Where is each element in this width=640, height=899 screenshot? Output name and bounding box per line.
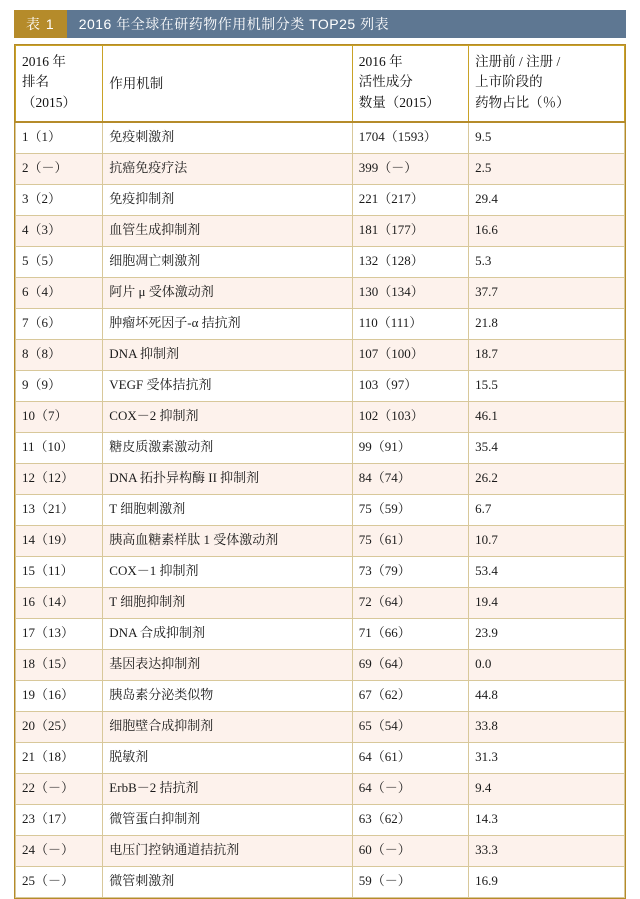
table-body [16, 122, 625, 898]
table-cell-mechanism: T 细胞抑制剂 [103, 587, 352, 618]
table-cell-rank: 9（9） [16, 370, 103, 401]
table-cell-mechanism: 胰岛素分泌类似物 [103, 680, 352, 711]
table-row [16, 153, 625, 184]
top25-table [15, 45, 625, 898]
table-cell-mechanism: ErbB－2 拮抗剂 [103, 773, 352, 804]
table-cell-rank: 18（15） [16, 649, 103, 680]
table-cell-rank: 24（－） [16, 835, 103, 866]
column-header-count-line2: 活性成分 [358, 74, 413, 90]
table-cell-percent: 26.2 [469, 463, 625, 494]
table-cell-rank: 1（1） [16, 122, 103, 154]
column-header-rank-line2: 排名 [22, 74, 49, 90]
table-cell-mechanism: 肿瘤坏死因子-α 拮抗剂 [103, 308, 352, 339]
table-cell-count: 63（62） [352, 804, 468, 835]
table-cell-count: 102（103） [352, 401, 468, 432]
table-cell-count: 181（177） [352, 215, 468, 246]
table-row [16, 215, 625, 246]
table-cell-mechanism: 脱敏剂 [103, 742, 352, 773]
table-cell-count: 67（62） [352, 680, 468, 711]
column-header-count-line3: 数量（2015） [358, 94, 440, 110]
column-header-percent-line1: 注册前 / 注册 / [475, 54, 561, 69]
table-cell-rank: 22（－） [16, 773, 103, 804]
table-cell-count: 1704（1593） [352, 122, 468, 154]
table-cell-count: 132（128） [352, 246, 468, 277]
column-header-percent-line3: 药物占比（％） [475, 94, 570, 110]
table-cell-percent: 46.1 [469, 401, 625, 432]
table-cell-count: 64（－） [352, 773, 468, 804]
table-cell-mechanism: 细胞凋亡刺激剂 [103, 246, 352, 277]
table-row [16, 742, 625, 773]
table-cell-mechanism: DNA 拓扑异构酶 II 抑制剂 [103, 463, 352, 494]
table-cell-mechanism: DNA 合成抑制剂 [103, 618, 352, 649]
table-cell-mechanism: COX－2 抑制剂 [103, 401, 352, 432]
table-cell-percent: 2.5 [469, 153, 625, 184]
table-cell-rank: 8（8） [16, 339, 103, 370]
table-cell-percent: 0.0 [469, 649, 625, 680]
table-tag-label: 表 1 [14, 10, 67, 38]
table-cell-rank: 17（13） [16, 618, 103, 649]
table-cell-percent: 33.8 [469, 711, 625, 742]
table-cell-percent: 10.7 [469, 525, 625, 556]
table-cell-rank: 3（2） [16, 184, 103, 215]
table-cell-count: 64（61） [352, 742, 468, 773]
table-cell-mechanism: 免疫抑制剂 [103, 184, 352, 215]
table-cell-count: 399（－） [352, 153, 468, 184]
table-cell-percent: 15.5 [469, 370, 625, 401]
table-header [16, 46, 625, 122]
table-row [16, 711, 625, 742]
table-row [16, 649, 625, 680]
column-header-count [352, 46, 468, 122]
table-cell-count: 110（111） [352, 308, 468, 339]
table-cell-percent: 29.4 [469, 184, 625, 215]
table-row [16, 370, 625, 401]
table-cell-rank: 6（4） [16, 277, 103, 308]
table-cell-count: 69（64） [352, 649, 468, 680]
table-cell-count: 60（－） [352, 835, 468, 866]
table-cell-rank: 2（－） [16, 153, 103, 184]
table-title-bar [14, 10, 626, 38]
table-cell-percent: 53.4 [469, 556, 625, 587]
table-cell-count: 71（66） [352, 618, 468, 649]
table-row [16, 587, 625, 618]
column-header-mechanism-line1: 作用机制 [109, 76, 164, 91]
table-cell-mechanism: T 细胞刺激剂 [103, 494, 352, 525]
table-cell-percent: 21.8 [469, 308, 625, 339]
table-row [16, 680, 625, 711]
table-cell-percent: 5.3 [469, 246, 625, 277]
table-cell-rank: 13（21） [16, 494, 103, 525]
table-cell-percent: 14.3 [469, 804, 625, 835]
table-cell-percent: 19.4 [469, 587, 625, 618]
table-cell-percent: 33.3 [469, 835, 625, 866]
table-cell-rank: 4（3） [16, 215, 103, 246]
table-cell-rank: 16（14） [16, 587, 103, 618]
table-row [16, 773, 625, 804]
table-row [16, 184, 625, 215]
table-cell-mechanism: 胰高血糖素样肽 1 受体激动剂 [103, 525, 352, 556]
table-cell-count: 72（64） [352, 587, 468, 618]
table-cell-count: 59（－） [352, 866, 468, 897]
column-header-rank-line3: （2015） [22, 94, 76, 110]
table-row [16, 122, 625, 154]
table-cell-rank: 15（11） [16, 556, 103, 587]
column-header-percent-line2: 上市阶段的 [475, 74, 543, 90]
table-cell-rank: 14（19） [16, 525, 103, 556]
table-cell-mechanism: 基因表达抑制剂 [103, 649, 352, 680]
table-cell-rank: 10（7） [16, 401, 103, 432]
table-cell-percent: 37.7 [469, 277, 625, 308]
table-cell-rank: 23（17） [16, 804, 103, 835]
table-row [16, 835, 625, 866]
table-cell-count: 75（59） [352, 494, 468, 525]
table-header-row [16, 46, 625, 122]
table-cell-percent: 23.9 [469, 618, 625, 649]
table-cell-count: 221（217） [352, 184, 468, 215]
table-cell-mechanism: 细胞壁合成抑制剂 [103, 711, 352, 742]
table-cell-mechanism: 抗癌免疫疗法 [103, 153, 352, 184]
table-cell-percent: 9.5 [469, 122, 625, 154]
column-header-count-line1: 2016 年 [358, 54, 403, 69]
table-cell-count: 107（100） [352, 339, 468, 370]
column-header-mechanism [103, 46, 352, 122]
table-cell-percent: 31.3 [469, 742, 625, 773]
table-cell-mechanism: COX－1 抑制剂 [103, 556, 352, 587]
table-cell-count: 75（61） [352, 525, 468, 556]
column-header-rank-line1: 2016 年 [22, 54, 66, 69]
table-cell-rank: 21（18） [16, 742, 103, 773]
table-row [16, 618, 625, 649]
table-cell-mechanism: DNA 抑制剂 [103, 339, 352, 370]
table-cell-mechanism: 微管蛋白抑制剂 [103, 804, 352, 835]
table-cell-percent: 16.6 [469, 215, 625, 246]
table-cell-percent: 44.8 [469, 680, 625, 711]
table-cell-mechanism: 阿片 μ 受体激动剂 [103, 277, 352, 308]
table-cell-mechanism: 免疫刺激剂 [103, 122, 352, 154]
table-row [16, 432, 625, 463]
table-row [16, 246, 625, 277]
table-cell-count: 103（97） [352, 370, 468, 401]
table-cell-percent: 35.4 [469, 432, 625, 463]
table-cell-mechanism: VEGF 受体拮抗剂 [103, 370, 352, 401]
table-row [16, 463, 625, 494]
table-cell-count: 73（79） [352, 556, 468, 587]
table-cell-mechanism: 糖皮质激素激动剂 [103, 432, 352, 463]
table-cell-rank: 12（12） [16, 463, 103, 494]
column-header-percent [469, 46, 625, 122]
table-row [16, 401, 625, 432]
table-cell-mechanism: 微管刺激剂 [103, 866, 352, 897]
table-cell-percent: 16.9 [469, 866, 625, 897]
table-cell-mechanism: 血管生成抑制剂 [103, 215, 352, 246]
table-cell-rank: 20（25） [16, 711, 103, 742]
table-cell-percent: 6.7 [469, 494, 625, 525]
table-row [16, 339, 625, 370]
table-cell-rank: 19（16） [16, 680, 103, 711]
table-cell-rank: 11（10） [16, 432, 103, 463]
table-row [16, 556, 625, 587]
table-row [16, 494, 625, 525]
table-cell-percent: 9.4 [469, 773, 625, 804]
table-row [16, 308, 625, 339]
table-row [16, 525, 625, 556]
table-container [14, 44, 626, 899]
table-cell-count: 65（54） [352, 711, 468, 742]
table-title-text: 2016 年全球在研药物作用机制分类 TOP25 列表 [67, 10, 626, 38]
table-row [16, 804, 625, 835]
table-row [16, 277, 625, 308]
table-cell-count: 84（74） [352, 463, 468, 494]
table-cell-count: 99（91） [352, 432, 468, 463]
table-cell-mechanism: 电压门控钠通道拮抗剂 [103, 835, 352, 866]
table-row [16, 866, 625, 897]
table-cell-count: 130（134） [352, 277, 468, 308]
table-cell-rank: 5（5） [16, 246, 103, 277]
column-header-rank [16, 46, 103, 122]
table-cell-rank: 25（－） [16, 866, 103, 897]
table-cell-percent: 18.7 [469, 339, 625, 370]
table-cell-rank: 7（6） [16, 308, 103, 339]
